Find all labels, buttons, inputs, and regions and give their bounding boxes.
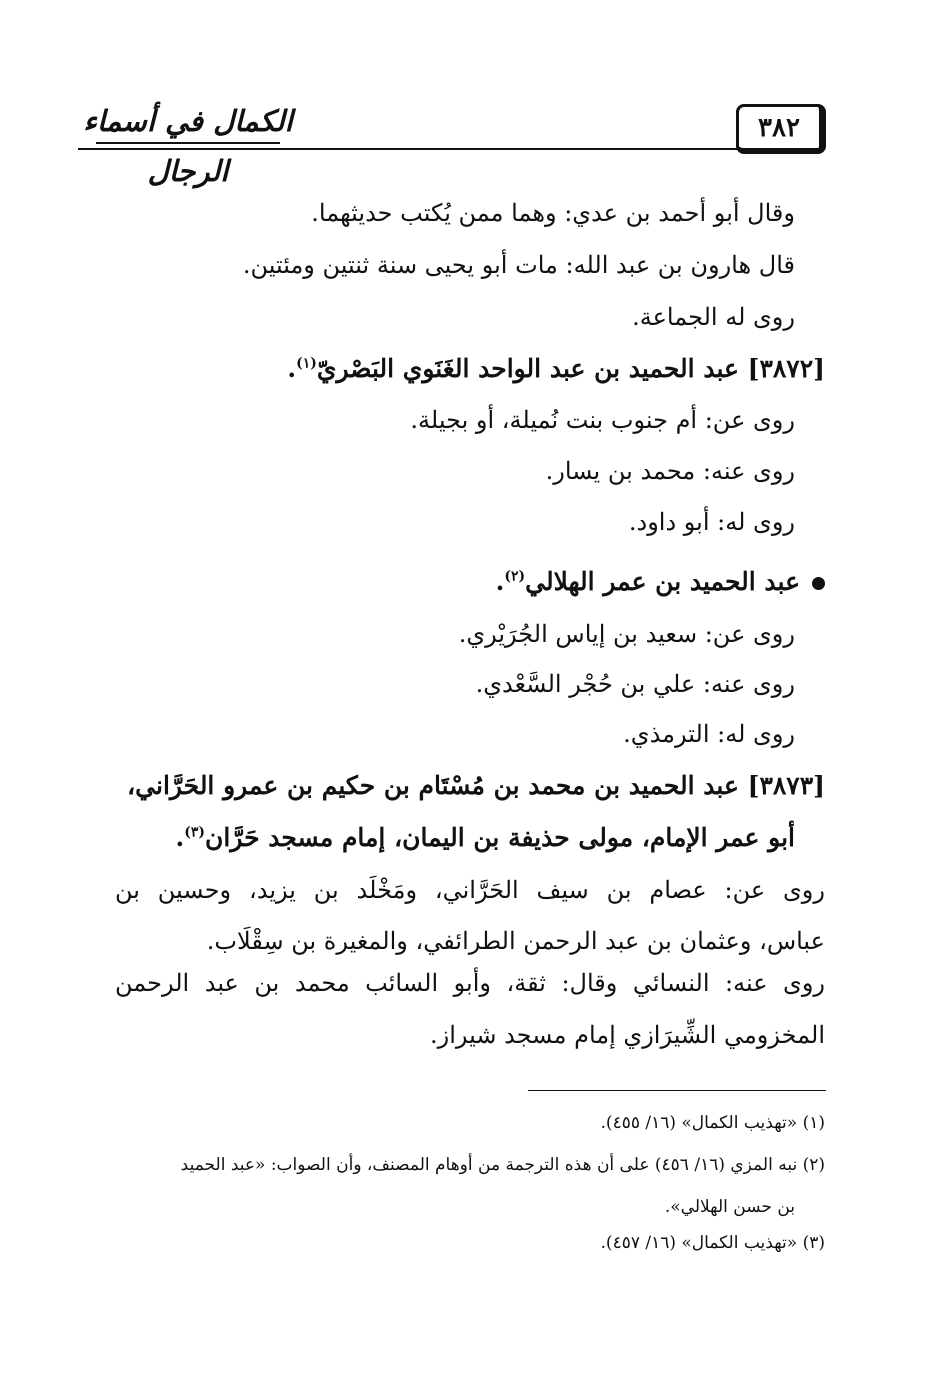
line-text: وقال أبو أحمد بن عدي: وهما ممن يُكتب حديثهما. — [311, 199, 795, 227]
running-header-title: الكمال في أسماء الرجال — [78, 96, 298, 146]
bullet-icon — [812, 577, 825, 590]
entry-heading-3873-cont — [176, 818, 795, 858]
text-line — [311, 193, 795, 233]
text-line — [476, 664, 795, 704]
text-line — [207, 921, 825, 961]
text-line — [632, 297, 795, 337]
line-text: روى عنه: محمد بن يسار. — [545, 457, 795, 485]
footnote-text: (٣) «تهذيب الكمال» (١٦/ ٤٥٧). — [600, 1233, 825, 1253]
entry-end: . — [287, 354, 297, 383]
line-text: قال هارون بن عبد الله: مات أبو يحيى سنة ثنتين ومئتين. — [242, 251, 795, 279]
text-line — [115, 870, 825, 910]
footnote-separator — [528, 1090, 826, 1091]
entry-title: [٣٨٧٣] عبد الحميد بن محمد بن مُسْتَام بن حكيم بن عمرو الحَرَّاني، — [127, 771, 825, 800]
line-text: عباس، وعثمان بن عبد الرحمن الطرائفي، والمغيرة بن سِقْلَاب. — [206, 927, 825, 955]
text-line — [243, 245, 795, 285]
entry-title: أبو عمر الإمام، مولى حذيفة بن اليمان، إمام مسجد حَرَّان — [205, 823, 795, 852]
entry-end: . — [175, 823, 185, 852]
footnote — [601, 1108, 825, 1138]
footnote — [665, 1192, 795, 1222]
footnote-marker: (٣) — [184, 824, 206, 841]
text-line — [623, 714, 795, 754]
line-text: المخزومي الشِّيرَازي إمام مسجد شيراز. — [429, 1021, 825, 1049]
text-line — [430, 1015, 825, 1055]
footnote-marker: (١) — [296, 355, 317, 372]
line-text: روى عنه: النسائي وقال: ثقة، وأبو السائب محمد بن عبد الرحمن — [115, 969, 825, 997]
text-line — [546, 451, 795, 491]
text-line — [115, 963, 825, 1003]
footnote-text: بن حسن الهلالي». — [664, 1197, 795, 1217]
footnote-text: (٢) نبه المزي (١٦/ ٤٥٦) على أن هذه الترجمة من أوهام المصنف، وأن الصواب: «عبد الحميد — [180, 1155, 825, 1175]
text-line — [629, 502, 795, 542]
footnote-text: (١) «تهذيب الكمال» (١٦/ ٤٥٥). — [600, 1113, 825, 1133]
footnote — [181, 1150, 825, 1180]
entry-title: عبد الحميد بن عمر الهلالي — [525, 567, 800, 596]
entry-end: . — [495, 567, 505, 596]
line-text: روى عنه: علي بن حُجْر السَّعْدي. — [475, 670, 795, 698]
line-text: روى عن: سعيد بن إياس الجُرَيْري. — [458, 620, 795, 648]
line-text: روى عن: أم جنوب بنت نُميلة، أو بجيلة. — [410, 406, 795, 434]
line-text: روى عن: عصام بن سيف الحَرَّاني، ومَخْلَد بن يزيد، وحسين بن — [115, 876, 825, 904]
footnote — [601, 1228, 825, 1258]
entry-heading-3873 — [127, 766, 825, 806]
line-text: روى له الجماعة. — [632, 303, 795, 331]
entry-heading-hilali — [496, 562, 825, 602]
line-text: روى له: الترمذي. — [623, 720, 795, 748]
page-number-box — [736, 104, 826, 154]
header-rule — [78, 148, 740, 150]
entry-heading-3872 — [287, 349, 825, 389]
text-line — [410, 400, 795, 440]
entry-title: [٣٨٧٢] عبد الحميد بن عبد الواحد الغَنَوي البَصْريّ — [316, 354, 825, 383]
page-number: ٣٨٢ — [758, 113, 800, 143]
line-text: روى له: أبو داود. — [628, 508, 795, 536]
footnote-marker: (٢) — [504, 568, 526, 585]
text-line — [459, 614, 795, 654]
